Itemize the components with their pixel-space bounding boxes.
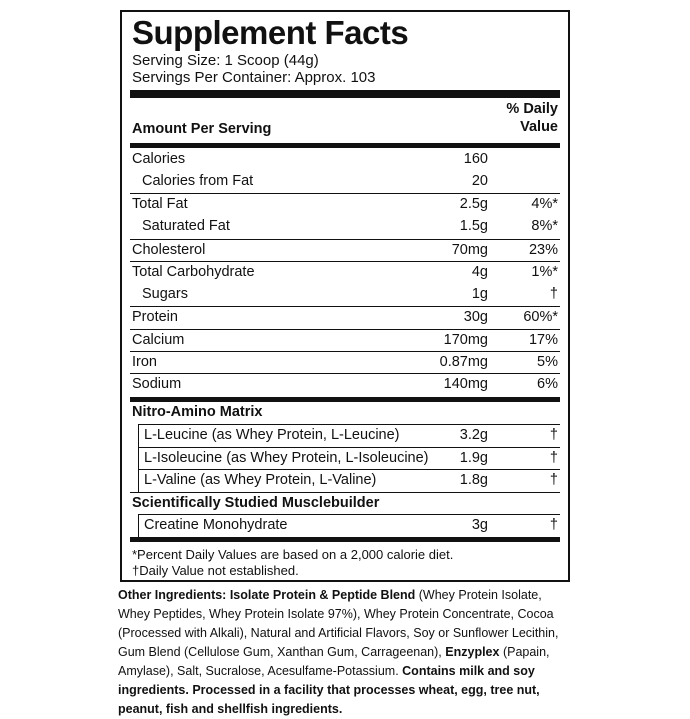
table-row: [130, 239, 560, 262]
nutrient-name: Total Carbohydrate: [132, 264, 255, 280]
amount-per-serving-header: Amount Per Serving: [132, 121, 272, 137]
nutrient-dv: 60%*: [523, 309, 558, 325]
ingredient-amount: 1.9g: [459, 450, 488, 466]
other-ingredients-label: Other Ingredients:: [118, 588, 227, 602]
allergen-statement: Contains milk and soy ingredients. Processed in a facility that processes wheat, egg, tree nut, peanut, fish and shellfish ingredients.: [118, 664, 540, 716]
panel-title: Supplement Facts: [132, 14, 409, 51]
ingredient-name: L-Leucine (as Whey Protein, L-Leucine): [144, 427, 400, 443]
table-row: [130, 284, 560, 306]
indent-rule: [138, 424, 139, 492]
ingredient-dv: †: [549, 450, 558, 466]
nutrient-name: Cholesterol: [132, 242, 206, 258]
ingredient-blend-text: (Whey Protein Isolate, Whey Peptides, Whey Protein Isolate 97%), Whey Protein Concentrate, Cocoa (Processed with Alkali), Natural and Artificial Flavors, Soy or Sunflower Lecithin, Gum Blend (Cellulose Gum, Xanthan Gum, Carrageenan),: [118, 588, 559, 659]
nutrient-name: Calories: [132, 151, 186, 167]
nutrient-amount: 70mg: [451, 242, 488, 258]
ingredient-blend-name: Isolate Protein & Peptide Blend: [229, 588, 416, 602]
footnote-percent: *Percent Daily Values are based on a 2,000 calorie diet.: [132, 547, 454, 562]
nutrient-dv: 1%*: [531, 264, 558, 280]
table-row: [130, 329, 560, 352]
medium-divider: [130, 537, 560, 542]
footnote-dagger: †Daily Value not established.: [132, 563, 299, 578]
table-row: [138, 424, 560, 447]
daily-value-header-line2: Value: [520, 119, 558, 135]
ingredient-amount: 3g: [471, 517, 488, 533]
ingredient-amount: 3.2g: [459, 427, 488, 443]
nutrient-amount: 20: [471, 173, 488, 189]
nutrient-dv: 23%: [528, 242, 558, 258]
ingredient-dv: †: [549, 517, 558, 533]
nutrient-amount: 160: [463, 151, 488, 167]
nutrient-amount: 1.5g: [459, 218, 488, 234]
table-row: [138, 469, 560, 492]
nutrient-name: Calcium: [132, 332, 185, 348]
table-row: [130, 261, 560, 284]
table-row: [130, 351, 560, 374]
table-row: [130, 193, 560, 216]
table-row: [138, 514, 560, 537]
table-row: [130, 216, 560, 238]
medium-divider: [130, 143, 560, 148]
nutrient-dv: 17%: [528, 332, 558, 348]
serving-size: Serving Size: 1 Scoop (44g): [132, 52, 319, 69]
nutrient-name: Saturated Fat: [142, 218, 230, 234]
ingredient-name: Creatine Monohydrate: [144, 517, 288, 533]
ingredient-dv: †: [549, 427, 558, 443]
nutrient-dv: 4%*: [531, 196, 558, 212]
nutrient-amount: 0.87mg: [439, 354, 488, 370]
nutrient-name: Calories from Fat: [142, 173, 254, 189]
nutrient-amount: 2.5g: [459, 196, 488, 212]
nutrient-name: Total Fat: [132, 196, 188, 212]
ingredient-blend-name: Enzyplex: [445, 645, 500, 659]
nutrient-dv: 6%: [537, 376, 558, 392]
nutrient-dv: †: [549, 286, 558, 302]
table-row: [138, 447, 560, 470]
nutrient-amount: 1g: [471, 286, 488, 302]
ingredient-name: L-Valine (as Whey Protein, L-Valine): [144, 472, 377, 488]
supplement-facts-panel: [120, 10, 570, 582]
nutrient-name: Protein: [132, 309, 178, 325]
nutrient-amount: 30g: [463, 309, 488, 325]
thick-divider: [130, 90, 560, 98]
ingredient-blend-text: (Papain, Amylase), Salt, Sucralose, Acesulfame-Potassium.: [118, 645, 550, 678]
indent-rule: [138, 514, 139, 537]
table-row: [130, 373, 560, 396]
blend-header: [130, 492, 560, 515]
servings-per-container: Servings Per Container: Approx. 103: [132, 69, 376, 86]
blend-name: Scientifically Studied Musclebuilder: [132, 495, 380, 511]
nutrient-amount: 170mg: [443, 332, 488, 348]
nutrient-name: Iron: [132, 354, 157, 370]
blend-header: [130, 402, 560, 424]
daily-value-header: [506, 100, 558, 136]
nutrient-name: Sodium: [132, 376, 182, 392]
ingredient-amount: 1.8g: [459, 472, 488, 488]
nutrient-dv: 5%: [537, 354, 558, 370]
table-row: [130, 306, 560, 329]
daily-value-header-line1: % Daily: [506, 101, 558, 117]
ingredient-dv: †: [549, 472, 558, 488]
nutrient-amount: 4g: [471, 264, 488, 280]
nutrient-name: Sugars: [142, 286, 188, 302]
blend-name: Nitro-Amino Matrix: [132, 404, 263, 420]
nutrient-dv: 8%*: [531, 218, 558, 234]
table-row: [130, 171, 560, 193]
other-ingredients: [118, 586, 574, 719]
ingredient-name: L-Isoleucine (as Whey Protein, L-Isoleucine): [144, 450, 429, 466]
table-row: [130, 149, 560, 171]
nutrient-amount: 140mg: [443, 376, 488, 392]
